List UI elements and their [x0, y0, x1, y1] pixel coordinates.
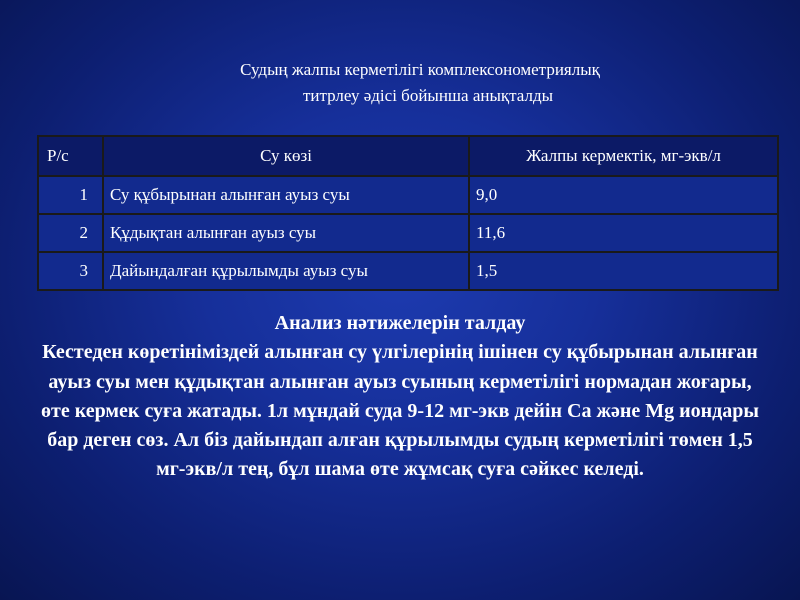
- header-total-hardness: Жалпы кермектік, мг-экв/л: [469, 136, 778, 176]
- row-hardness-value: 1,5: [469, 252, 778, 290]
- row-number: 3: [38, 252, 103, 290]
- slide-title-line2: титрлеу әдісі бойынша анықталды: [302, 86, 554, 105]
- table-row: [38, 176, 778, 214]
- slide-title-line1: Судың жалпы керметілігі комплексонометриялық: [240, 60, 600, 79]
- row-water-source: Құдықтан алынған ауыз суы: [103, 214, 469, 252]
- row-number: 1: [38, 176, 103, 214]
- table-header-row: [38, 136, 778, 176]
- analysis-body: Кестеден көретініміздей алынған су үлгілерінің ішінен су құбырынан алынған ауыз суы мен құдықтан алынған ауыз суының керметілігі нормадан жоғары, өте кермек суға жатады. 1л мұндай суда 9-12 мг-экв дейін Са және Mg иондары бар деген сөз. Ал біз дайындап алған құрылымды судың керметілігі төмен 1,5 мг-экв/л тең, бұл шама өте жұмсақ суға сәйкес келеді.: [41, 341, 759, 481]
- header-number: Р/с: [38, 136, 103, 176]
- row-number: 2: [38, 214, 103, 252]
- row-hardness-value: 11,6: [469, 214, 778, 252]
- row-hardness-value: 9,0: [469, 176, 778, 214]
- row-water-source: Дайындалған құрылымды ауыз суы: [103, 252, 469, 290]
- table-row: [38, 214, 778, 252]
- analysis-section: [40, 309, 760, 485]
- analysis-heading: Анализ нәтижелерін талдау: [274, 312, 526, 334]
- header-water-source: Су көзі: [103, 136, 469, 176]
- row-water-source: Су құбырынан алынған ауыз суы: [103, 176, 469, 214]
- table-row: [38, 252, 778, 290]
- slide-title: [0, 57, 800, 109]
- results-table: [37, 135, 779, 291]
